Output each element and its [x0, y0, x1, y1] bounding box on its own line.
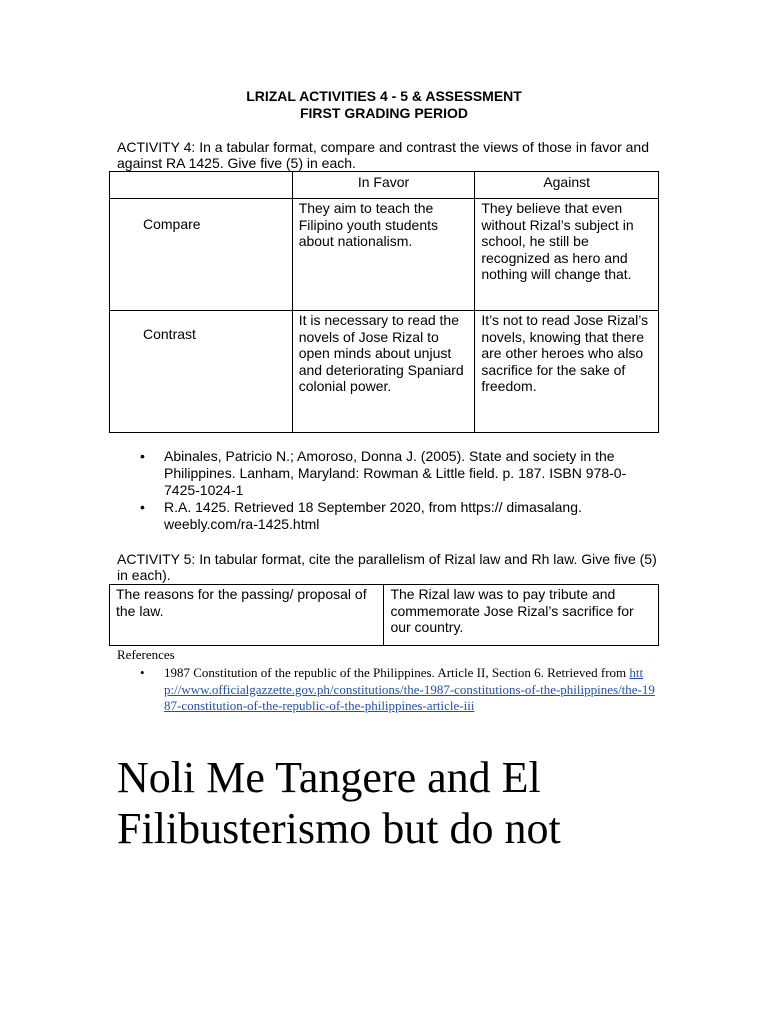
compare-against-cell: They believe that even without Rizal’s subject in school, he still be recognized as hero and nothing will change that.	[475, 199, 659, 311]
header-cell-in-favor: In Favor	[292, 172, 475, 199]
contrast-against-cell: It’s not to read Jose Rizal’s novels, knowing that there are other heroes who also sacrifice for the sake of freedom.	[475, 311, 659, 433]
document-title: LRIZAL ACTIVITIES 4 - 5 & ASSESSMENT	[246, 88, 522, 104]
header-cell-against: Against	[475, 172, 659, 199]
references-heading: References	[117, 647, 175, 662]
activity4-citations	[140, 448, 660, 533]
activity4-instruction: ACTIVITY 4: In a tabular format, compare and contrast the views of those in favor and against RA 1425. Give five (5) in each.	[117, 139, 650, 171]
bullet-icon: •	[140, 499, 145, 515]
row-label-contrast: Contrast	[110, 311, 293, 433]
activity5-right-cell: The Rizal law was to pay tribute and commemorate Jose Rizal’s sacrifice for our country.	[384, 585, 659, 646]
row-label-compare: Compare	[110, 199, 293, 311]
citation-text: R.A. 1425. Retrieved 18 September 2020, from https:// dimasalang. weebly.com/ra-1425.html	[164, 499, 582, 532]
references-list	[140, 665, 660, 715]
activity5-table	[109, 584, 659, 646]
citation-text: Abinales, Patricio N.; Amoroso, Donna J. (2005). State and society in the Philippines. Lanham, Maryland: Rowman & Little field. p. 187. ISBN 978-0-7425-1024-1	[164, 448, 627, 498]
reference-link[interactable]: http://www.officialgazzette.gov.ph/constitutions/the-1987-constitutions-of-the-philippines/the-1987-constitution-of-the-republic-of-the-philippines-article-iii	[164, 665, 655, 713]
activity5-instruction: ACTIVITY 5: In tabular format, cite the parallelism of Rizal law and Rh law. Give five (5) in each).	[117, 551, 657, 583]
reference-text: 1987 Constitution of the republic of the Philippines. Article II, Section 6. Retrieved from	[164, 665, 630, 680]
list-item	[140, 448, 660, 499]
activity4-header-row	[110, 172, 659, 199]
table-row	[110, 585, 659, 646]
compare-in-favor-cell: They aim to teach the Filipino youth students about nationalism.	[292, 199, 475, 311]
footer-large-text: Noli Me Tangere and El Filibusterismo but do not	[117, 753, 561, 853]
contrast-in-favor-cell: It is necessary to read the novels of Jose Rizal to open minds about unjust and deteriorating Spaniard colonial power.	[292, 311, 475, 433]
table-row	[110, 199, 659, 311]
list-item	[140, 665, 660, 715]
list-item	[140, 499, 660, 533]
activity4-table	[109, 171, 659, 433]
table-row	[110, 311, 659, 433]
header-cell-empty	[110, 172, 293, 199]
bullet-icon: •	[140, 665, 145, 680]
bullet-icon: •	[140, 448, 145, 464]
activity5-left-cell: The reasons for the passing/ proposal of the law.	[110, 585, 384, 646]
document-subtitle: FIRST GRADING PERIOD	[299, 105, 468, 121]
